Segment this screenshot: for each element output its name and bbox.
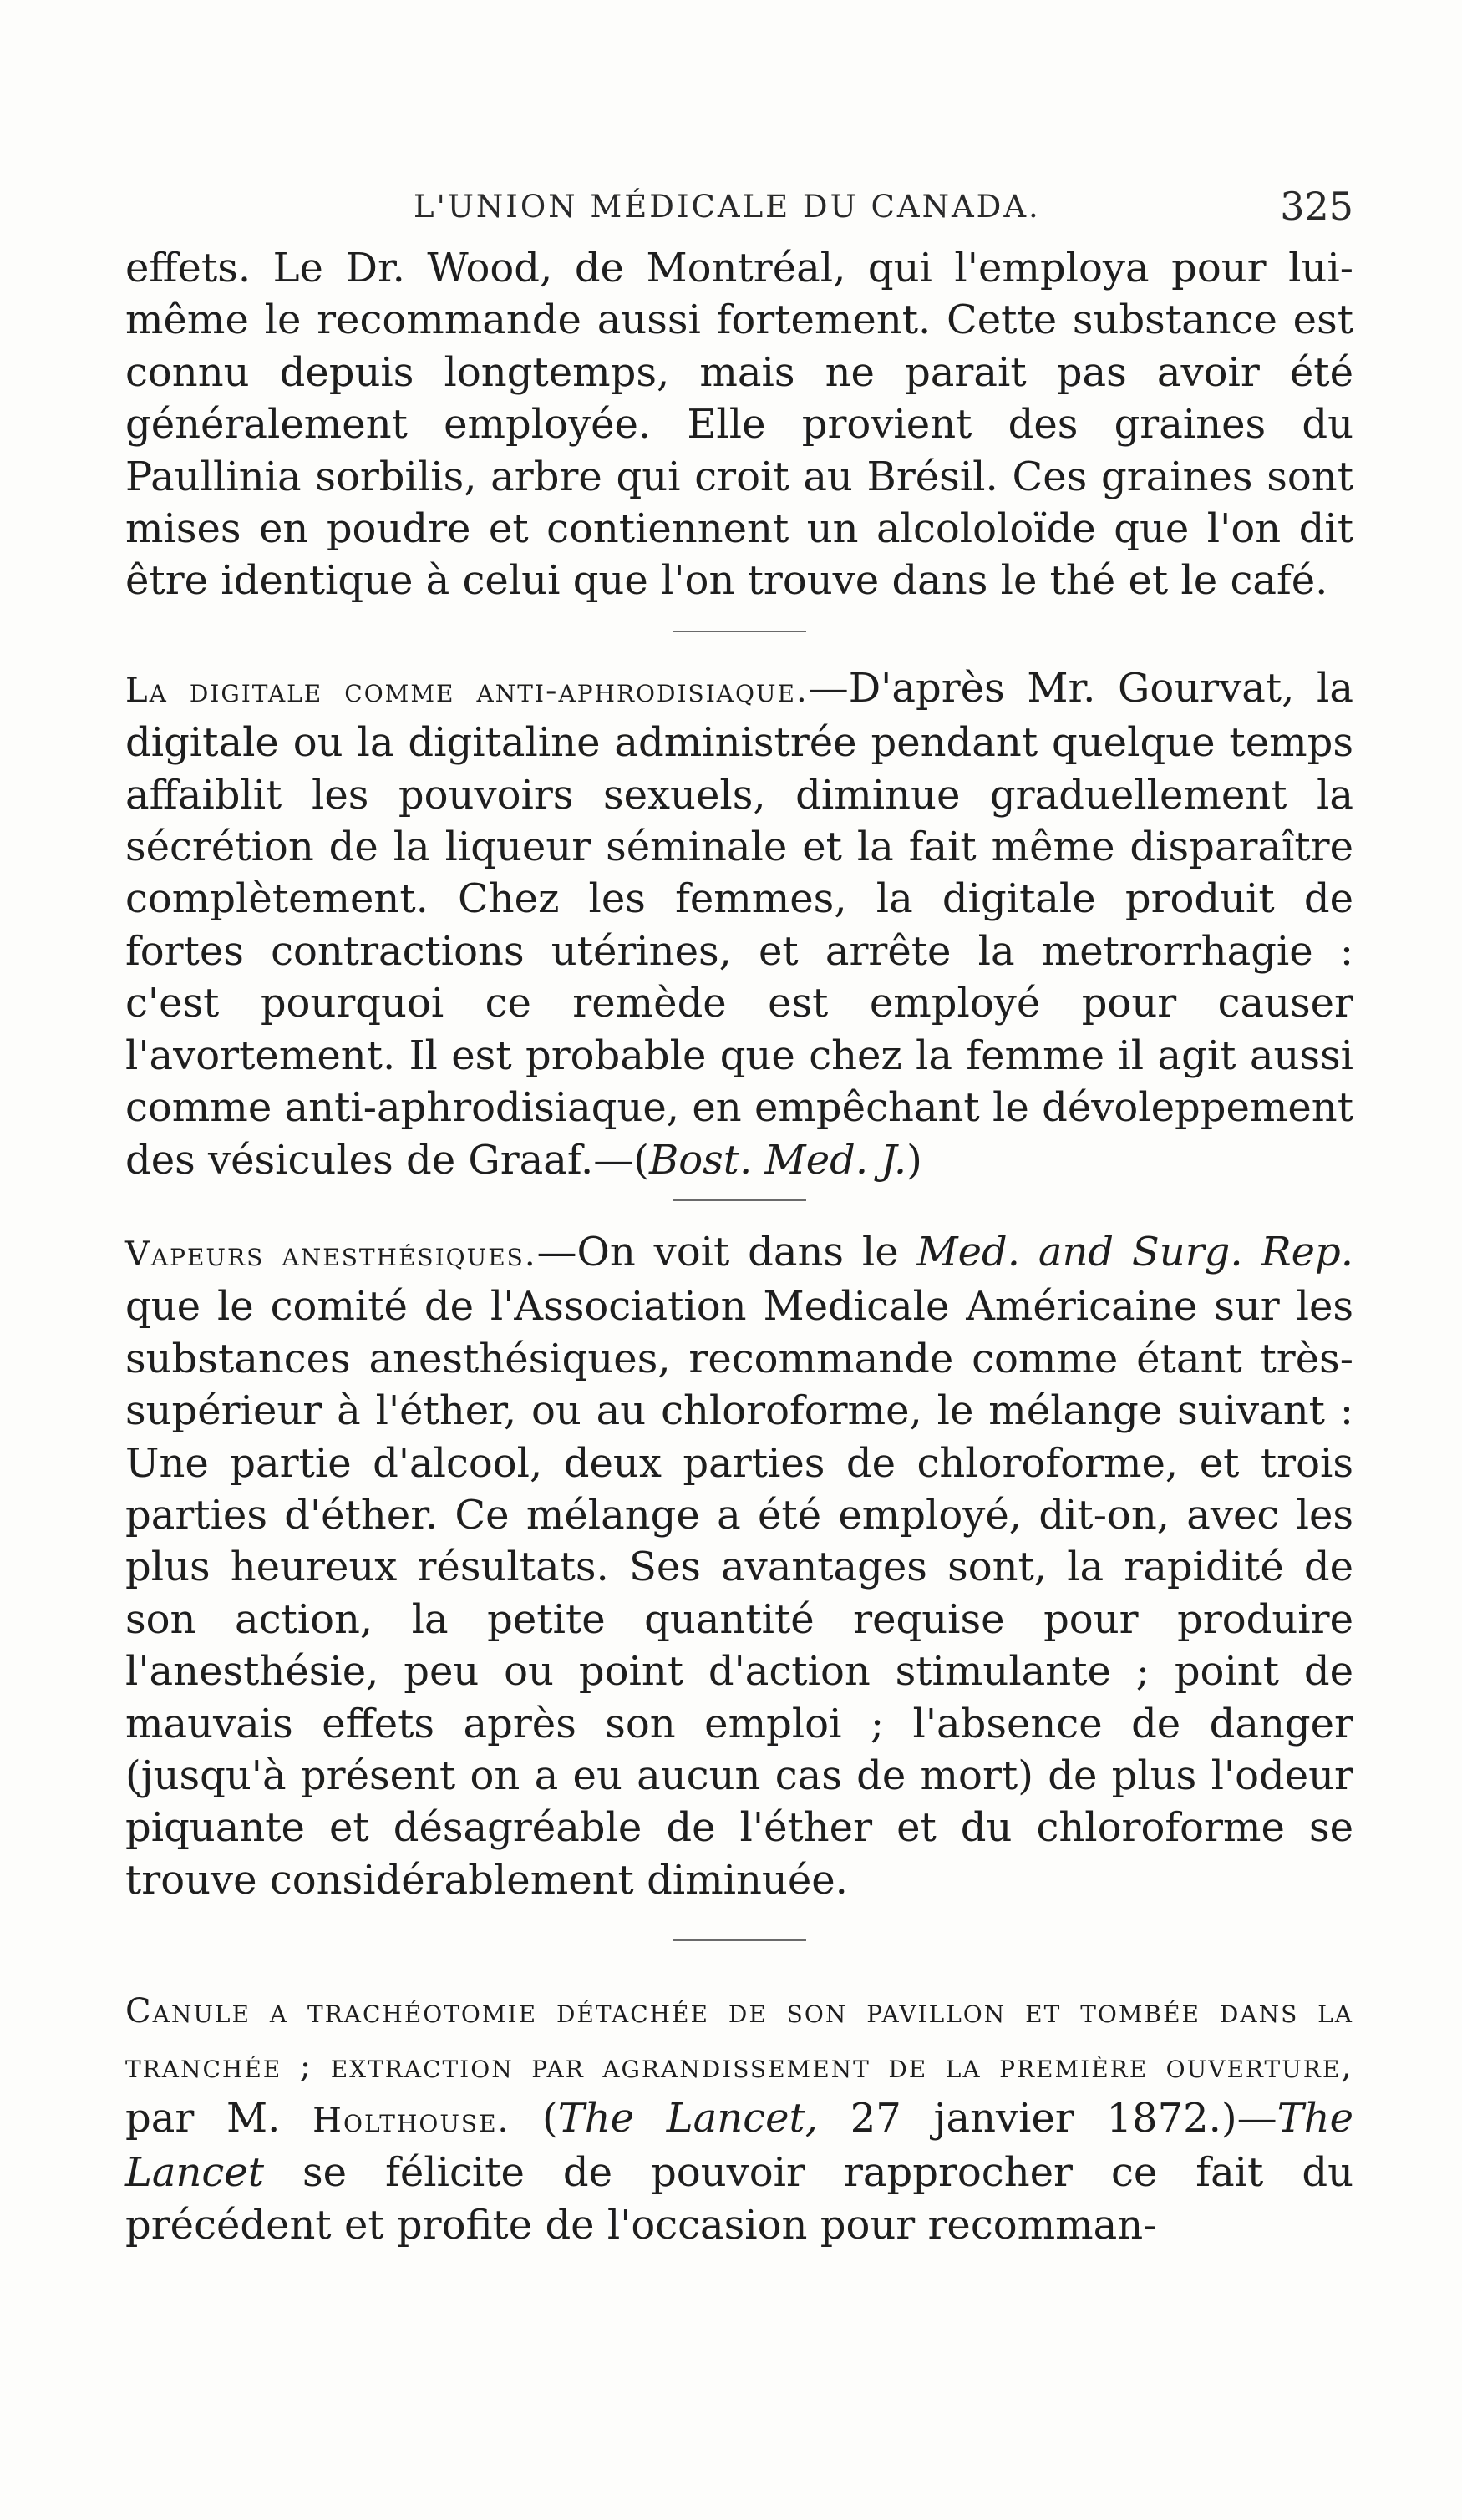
author-name: Holthouse. [312, 2102, 510, 2140]
source-citation: Bost. Med. J. [648, 1136, 907, 1184]
page-header [125, 184, 1353, 239]
section-canule [125, 1983, 1353, 2251]
source-citation: The Lancet, [557, 2095, 819, 2142]
section-divider [673, 1199, 806, 1201]
author-prefix: par M. [125, 2095, 313, 2142]
source-open: ( [510, 2095, 558, 2142]
section-vapeurs [125, 1226, 1353, 1906]
journal-name: The Lancet [125, 2095, 1354, 2197]
section-text: —D'après Mr. Gourvat, la digitale ou la digitaline administrée pendant quelque temps affaiblit les pouvoirs sexuels, diminue graduellement la sécrétion de la liqueur séminale et la fait même disparaître complètement. Chez les femmes, la digitale produit de fortes contractions utérines, et arrête la metrorrhagie : c'est pourquoi ce remède est employé pour causer l'avortement. Il est probable que chez la femme il agit aussi comme anti-aphrodisiaque, en empêchant le dévoleppement des vésicules de Graaf.—( [125, 664, 1353, 1184]
page-number: 325 [1280, 184, 1353, 229]
section-heading: Vapeurs anesthésiques. [125, 1235, 537, 1274]
paragraph-continuation [125, 242, 1353, 607]
section-intro: —On voit dans le [536, 1228, 917, 1275]
paragraph-text: effets. Le Dr. Wood, de Montréal, qui l'employa pour lui-même le recommande aussi fortement. Cette substance est connu depuis longtemps, mais ne parait pas avoir été généralement employée. Elle provient des graines du Paullinia sorbilis, arbre qui croit au Brésil. Ces graines sont mises en poudre et contiennent un alcololoïde que l'on dit être identique à celui que l'on trouve dans le thé et le café. [125, 245, 1353, 605]
page-body [125, 242, 1353, 2251]
journal-name: Med. and Surg. Rep. [916, 1228, 1354, 1275]
source-date: 27 janvier 1872.)— [818, 2095, 1277, 2142]
section-text: que le comité de l'Association Medicale Américaine sur les substances anesthésiques, recommande comme étant très-supérieur à l'éther, ou au chloroforme, le mélange suivant : Une partie d'alcool, deux parties de chloroforme, et trois parties d'éther. Ce mélange a été employé, dit-on, avec les plus heureux résultats. Ses avantages sont, la rapidité de son action, la petite quantité requise pour produire l'anesthésie, peu ou point d'action stimulante ; point de mauvais effets après son emploi ; l'absence de danger (jusqu'à présent on a eu aucun cas de mort) de plus l'odeur piquante et désagréable de l'éther et du chloroforme se trouve considérablement diminuée. [125, 1283, 1353, 1904]
running-title: L'UNION MÉDICALE DU CANADA. [414, 189, 1041, 225]
section-divider [673, 631, 806, 632]
section-text: se félicite de pouvoir rapprocher ce fait du précédent et profite de l'occasion pour recomman- [125, 2149, 1353, 2249]
section-text-end: ) [906, 1136, 922, 1184]
section-digitale [125, 662, 1353, 1186]
section-heading: La digitale comme anti-aphrodisiaque. [125, 671, 809, 710]
section-heading: Canule a trachéotomie détachée de son pavillon et tombée dans la tranchée ; extraction par agrandissement de la première ouverture, [125, 1992, 1353, 2086]
section-divider [673, 1939, 806, 1941]
